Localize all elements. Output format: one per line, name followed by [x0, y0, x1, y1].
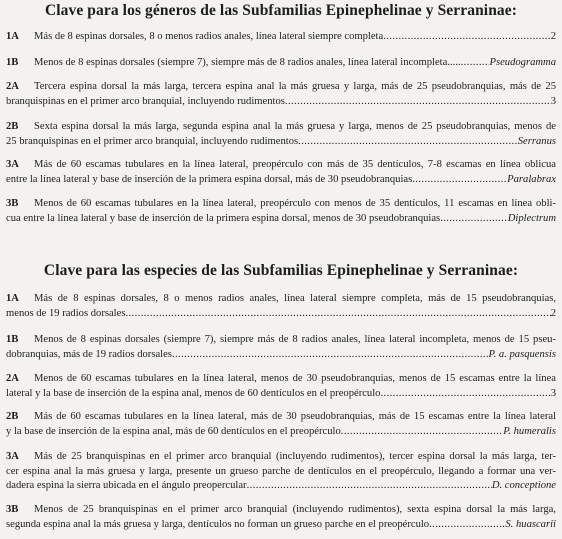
key-line	[6, 465, 556, 480]
leader-dots	[429, 518, 505, 533]
key-text: Más de 8 espinas dorsales, 8 o menos radios anales, línea lateral siempre completa	[34, 31, 384, 42]
key-result: Diplectrum	[507, 212, 556, 224]
key-code: 1B	[6, 57, 19, 68]
key-text: y la base de inserción de la espina anal, más de 60 dentículos en el preopérculo	[6, 425, 341, 437]
key-text: Menos de 8 espinas dorsales (siempre 7), siempre más de 8 radios anales, línea lateral incompleta.....	[34, 57, 461, 68]
key-code: 3B	[6, 198, 19, 209]
key-code: 1A	[6, 293, 19, 304]
key-line	[6, 410, 556, 425]
key-line	[6, 372, 556, 387]
key-code: 1A	[6, 31, 19, 42]
key-entry	[6, 450, 556, 494]
key-entry	[6, 197, 556, 226]
species-key-title: Clave para las especies de las Subfamilias Epinephelinae y Serraninae:	[43, 262, 519, 279]
key-result: Pseudogramma	[489, 57, 556, 68]
leader-dots	[412, 173, 507, 188]
key-line	[6, 292, 556, 307]
key-line	[6, 387, 556, 402]
key-result: P. a. pasquensis	[488, 348, 556, 360]
key-line	[6, 56, 556, 71]
leader-dots	[461, 56, 490, 71]
key-text: branquispinas en el primer arco branquial, incluyendo rudimentos	[6, 95, 285, 107]
key-line	[6, 135, 556, 150]
key-entry	[6, 292, 556, 321]
key-line	[6, 479, 556, 494]
key-text: dadera espina la sierra ubicada en el ángulo preopercular	[6, 480, 247, 491]
key-entry	[6, 56, 556, 71]
leader-dots	[285, 95, 551, 110]
key-code: 2B	[6, 121, 19, 132]
key-text: cua entre la línea lateral y base de inserción de la primera espina dorsal, menos de 30 pseudobranquias	[6, 212, 441, 224]
key-text: Menos de 25 branquispinas en el primer arco branquial (incluyendo rudimentos), sexta espina dorsal la más larga,	[34, 504, 556, 515]
key-text: segunda espina anal la más gruesa y larga, dentículos no forman un grueso parche en el preopérculo	[6, 518, 430, 530]
key-text: cer espina anal la más gruesa y larga, presente un grueso parche de dentículos en el preopérculo, llegando a formar una ver-	[6, 465, 556, 477]
key-line	[6, 333, 556, 348]
key-code: 2A	[6, 81, 19, 92]
key-text: Menos de 60 escamas tubulares en la línea lateral, menos de 30 pseudobranquias, menos de 15 escamas entre la línea	[34, 373, 556, 384]
leader-dots	[298, 135, 518, 150]
key-result: P. humeralis	[503, 425, 556, 437]
key-text: entre la línea lateral y base de inserción de la primera espina dorsal, más de 30 pseudobranquias	[6, 173, 413, 185]
key-line	[6, 450, 556, 465]
key-line	[6, 173, 556, 188]
key-result: 2	[550, 31, 556, 42]
key-text: Menos de 60 escamas tubulares en la línea lateral, preopérculo con menos de 35 dentículos, 11 escamas en línea obli-	[34, 198, 556, 209]
key-text: Tercera espina dorsal la más larga, tercera espina anal la más gruesa y larga, más de 25 pseudobranquias, más de 25	[34, 81, 556, 92]
key-text: Más de 60 escamas tubulares en la línea lateral, preopérculo con más de 35 dentículos, 7-8 escamas en línea oblicua	[34, 159, 556, 170]
key-code: 3A	[6, 159, 19, 170]
leader-dots	[383, 30, 551, 45]
key-line	[6, 307, 556, 322]
key-code: 2B	[6, 411, 19, 422]
key-line	[6, 158, 556, 173]
key-entry	[6, 372, 556, 401]
key-entry	[6, 80, 556, 109]
key-line	[6, 30, 556, 45]
key-line	[6, 120, 556, 135]
key-line	[6, 212, 556, 227]
key-text: lateral y la base de inserción de la espina anal, menos de 60 dentículos en el preopérculo	[6, 387, 381, 399]
key-entry	[6, 30, 556, 45]
key-text: menos de 19 radios dorsales	[6, 307, 126, 319]
key-entry	[6, 410, 556, 439]
key-line	[6, 80, 556, 95]
key-text: Más de 8 espinas dorsales, 8 o menos radios anales, línea lateral siempre completa, más de 15 pseudobranquias,	[34, 293, 556, 304]
key-text: Menos de 8 espinas dorsales (siempre 7), siempre más de 8 radios anales, línea lateral incompleta, menos de 15 pseu-	[34, 334, 556, 345]
key-entry	[6, 503, 556, 532]
leader-dots	[341, 425, 503, 440]
key-entry	[6, 120, 556, 149]
key-text: Más de 60 escamas tubulares en la línea lateral, más de 30 pseudobranquias, más de 15 escamas entre la línea lateral	[34, 411, 556, 422]
key-result: D. conceptione	[491, 480, 556, 491]
key-code: 1B	[6, 334, 19, 345]
key-line	[6, 197, 556, 212]
key-result: 3	[550, 95, 556, 107]
leader-dots	[172, 348, 489, 363]
key-text: Más de 25 branquispinas en el primer arco branquial (incluyendo rudimentos), tercer espina dorsal la más larga, ter-	[34, 451, 556, 462]
key-text: 25 branquispinas en el primer arco branquial, incluyendo rudimentos	[6, 135, 299, 147]
leader-dots	[125, 307, 550, 322]
key-line	[6, 503, 556, 518]
key-result: 2	[550, 307, 556, 319]
key-result: 3	[550, 387, 556, 399]
genera-key-title: Clave para los géneros de las Subfamilias Epinephelinae y Serraninae:	[44, 2, 518, 19]
key-code: 2A	[6, 373, 19, 384]
key-entry	[6, 158, 556, 187]
key-text: Sexta espina dorsal la más larga, segunda espina anal la más gruesa y larga, menos de 25 pseudobranquias, menos de	[34, 121, 556, 132]
key-line	[6, 348, 556, 363]
key-text: dobranquias, más de 19 radios dorsales	[6, 348, 172, 360]
leader-dots	[247, 479, 492, 494]
key-result: S. huascarii	[505, 518, 556, 530]
key-code: 3A	[6, 451, 19, 462]
key-line	[6, 425, 556, 440]
key-line	[6, 95, 556, 110]
leader-dots	[440, 212, 508, 227]
key-code: 3B	[6, 504, 19, 515]
key-line	[6, 518, 556, 533]
key-entry	[6, 333, 556, 362]
key-result: Paralabrax	[507, 173, 556, 185]
leader-dots	[380, 387, 550, 402]
key-result: Serranus	[517, 135, 556, 147]
